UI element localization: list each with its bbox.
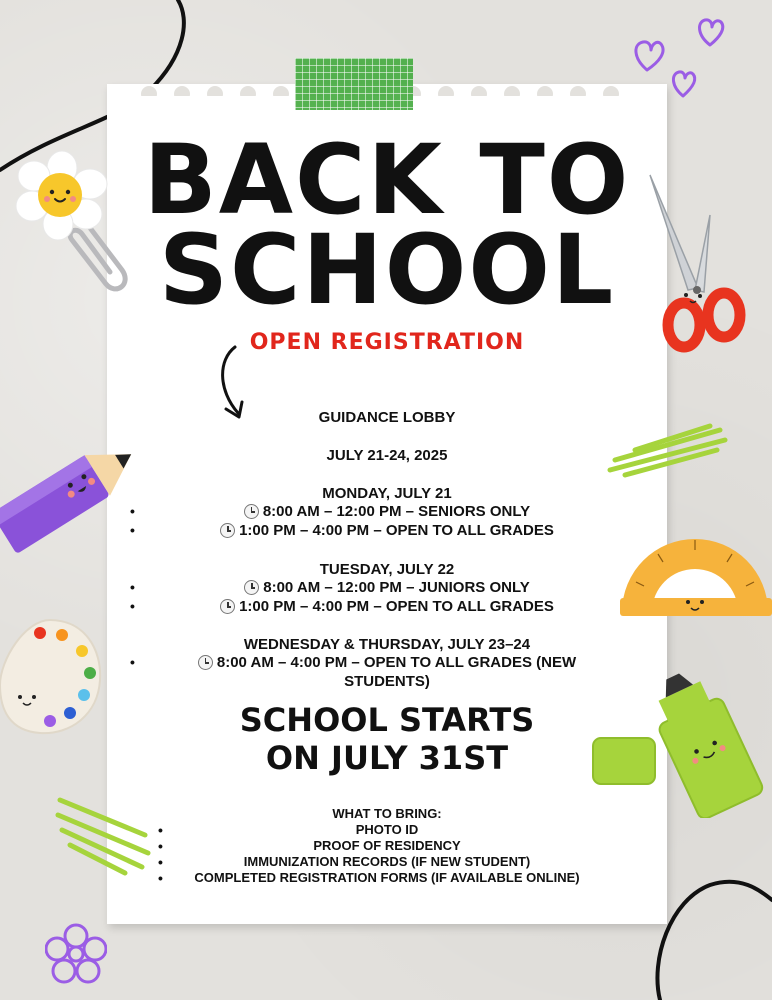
bullet: • — [130, 579, 135, 595]
green-scribble-left — [50, 785, 155, 880]
school-starts-line-1: SCHOOL STARTS — [239, 701, 535, 739]
bring-item: PROOF OF RESIDENCY — [313, 838, 461, 853]
bullet: • — [158, 870, 163, 886]
bullet: • — [130, 654, 135, 670]
bullet: • — [158, 822, 163, 838]
bullet: • — [130, 598, 135, 614]
bullet: • — [158, 838, 163, 854]
subtitle: OPEN REGISTRATION — [249, 330, 525, 355]
location: GUIDANCE LOBBY — [318, 409, 456, 426]
bring-item: IMMUNIZATION RECORDS (IF NEW STUDENT) — [243, 854, 531, 869]
flower-paperclip-icon — [14, 150, 144, 300]
schedule-slot: 1:00 PM – 4:00 PM – OPEN TO ALL GRADES — [107, 597, 667, 616]
schedule-day-wed-thu: WEDNESDAY & THURSDAY, JULY 23–24 — [243, 636, 531, 653]
bullet: • — [130, 503, 135, 519]
pencil-icon — [0, 420, 150, 555]
schedule-slot: 1:00 PM – 4:00 PM – OPEN TO ALL GRADES — [107, 521, 667, 540]
schedule-day-monday: MONDAY, JULY 21 — [322, 485, 452, 502]
clock-icon — [244, 580, 259, 595]
school-starts-line-2: ON JULY 31ST — [265, 739, 509, 777]
dates: JULY 21-24, 2025 — [326, 447, 448, 464]
bullet: • — [158, 854, 163, 870]
bring-item: COMPLETED REGISTRATION FORMS (IF AVAILABLE ONLINE) — [194, 870, 580, 885]
title-line-2: SCHOOL — [158, 214, 616, 326]
schedule-day-tuesday: TUESDAY, JULY 22 — [319, 561, 455, 578]
schedule-slot: 8:00 AM – 12:00 PM – SENIORS ONLY — [107, 502, 667, 521]
schedule-slot: 8:00 AM – 4:00 PM – OPEN TO ALL GRADES (NEW — [107, 653, 667, 672]
title-line-1: BACK TO — [143, 124, 631, 236]
scissors-icon — [640, 170, 755, 365]
washi-tape — [295, 58, 413, 110]
clock-icon — [198, 655, 213, 670]
highlighter-icon — [585, 668, 772, 818]
clock-icon — [220, 599, 235, 614]
schedule-slot: 8:00 AM – 12:00 PM – JUNIORS ONLY — [107, 578, 667, 597]
green-scribble-right — [605, 420, 730, 480]
bring-heading: WHAT TO BRING: — [332, 806, 442, 821]
protractor-icon — [618, 520, 772, 620]
clock-icon — [220, 523, 235, 538]
paint-palette-icon — [0, 615, 105, 740]
bullet: • — [130, 522, 135, 538]
schedule-slot-continued: STUDENTS) — [344, 673, 430, 690]
purple-flower-icon — [45, 922, 107, 986]
bring-item: PHOTO ID — [355, 822, 419, 837]
clock-icon — [244, 504, 259, 519]
